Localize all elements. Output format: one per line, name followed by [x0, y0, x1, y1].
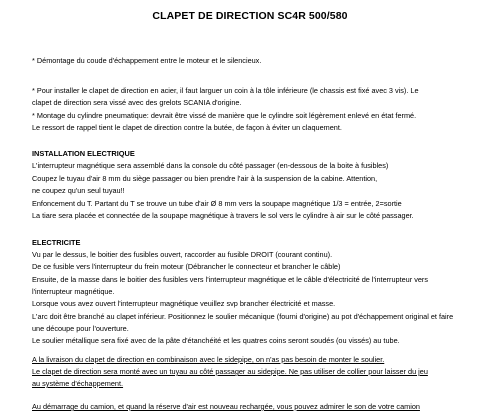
installation-line-3: * Montage du cylindre pneumatique: devrait être vissé de manière que le cylindre soit légèrement enlevé en état fermé. — [32, 111, 417, 120]
section-heading-installation: INSTALLATION ELECTRIQUE — [32, 149, 135, 158]
electricite-line-1: Vu par le dessus, le boitier des fusibles ouvert, raccorder au fusible DROIT (courant continu). — [32, 250, 333, 259]
electricite-line-4: l'interrupteur magnétique. — [32, 287, 115, 296]
installation-electric-line-1: L'interrupteur magnétique sera assemblé dans la console du côté passager (en-dessous de la boite à fusibles) — [32, 161, 389, 170]
note-line-3: au système d'échappement. — [32, 379, 124, 388]
electricite-line-7: une découpe pour l'ouverture. — [32, 324, 129, 333]
installation-electric-line-2: Coupez le tuyau d'air 8 mm du siège passager ou bien prendre l'air à la suspension de la cabine. Attention, — [32, 174, 378, 183]
installation-line-4: Le ressort de rappel tient le clapet de direction contre la butée, de façon à éviter un claquement. — [32, 123, 342, 132]
installation-electric-line-3: ne coupez qu'un seul tuyau!! — [32, 186, 125, 195]
note-line-2: Le clapet de direction sera monté avec un tuyau au côté passager au sidepipe. Ne pas utiliser de collier pour laisser du jeu — [32, 367, 428, 376]
section-heading-electricite: ELECTRICITE — [32, 238, 81, 247]
electricite-line-2: De ce fusible vers l'interrupteur du frein moteur (Débrancher le connecteur et brancher le câble) — [32, 262, 341, 271]
intro-line: * Démontage du coude d'échappement entre le moteur et le silencieux. — [32, 56, 262, 65]
installation-line-1: * Pour installer le clapet de direction en acier, il faut larguer un coin à la tôle inférieure (le chassis est fixé avec 3 vis). Le — [32, 86, 419, 95]
electricite-line-3: Ensuite, de la masse dans le boitier des fusibles vers l'interrupteur magnétique et le câble d'électricité de l'interrupteur vers — [32, 275, 428, 284]
installation-electric-line-4: Enfoncement du T. Partant du T se trouve un tube d'air Ø 8 mm vers la soupape magnétique 1/3 = entrée, 2=sortie — [32, 199, 402, 208]
document-title: CLAPET DE DIRECTION SC4R 500/580 — [152, 10, 348, 22]
installation-electric-line-5: La tiare sera placée et connectée de la soupape magnétique à travers le sol vers le cylindre à air sur le côté passager. — [32, 211, 414, 220]
note-line-1: A la livraison du clapet de direction en combinaison avec le sidepipe, on n'as pas besoin de monter le soulier. — [32, 355, 385, 364]
electricite-line-6: L'arc doit être branché au clapet inférieur. Positionnez le soulier mécanique (fourni d'origine) au pot d'échappement original et faire — [32, 312, 454, 321]
electricite-line-8: Le soulier métallique sera fixé avec de la pâte d'étanchéité et les quatres coins seront soudés (ou vissés) au tube. — [32, 336, 400, 345]
installation-line-2: clapet de direction sera vissé avec des grelots SCANIA d'origine. — [32, 98, 242, 107]
final-line: Au démarrage du camion, et quand la réserve d'air est nouveau rechargée, vous pouvez admirer le son de votre camion — [32, 402, 420, 411]
electricite-line-5: Lorsque vous avez ouvert l'interrupteur magnétique veuillez svp brancher électricité et masse. — [32, 299, 336, 308]
